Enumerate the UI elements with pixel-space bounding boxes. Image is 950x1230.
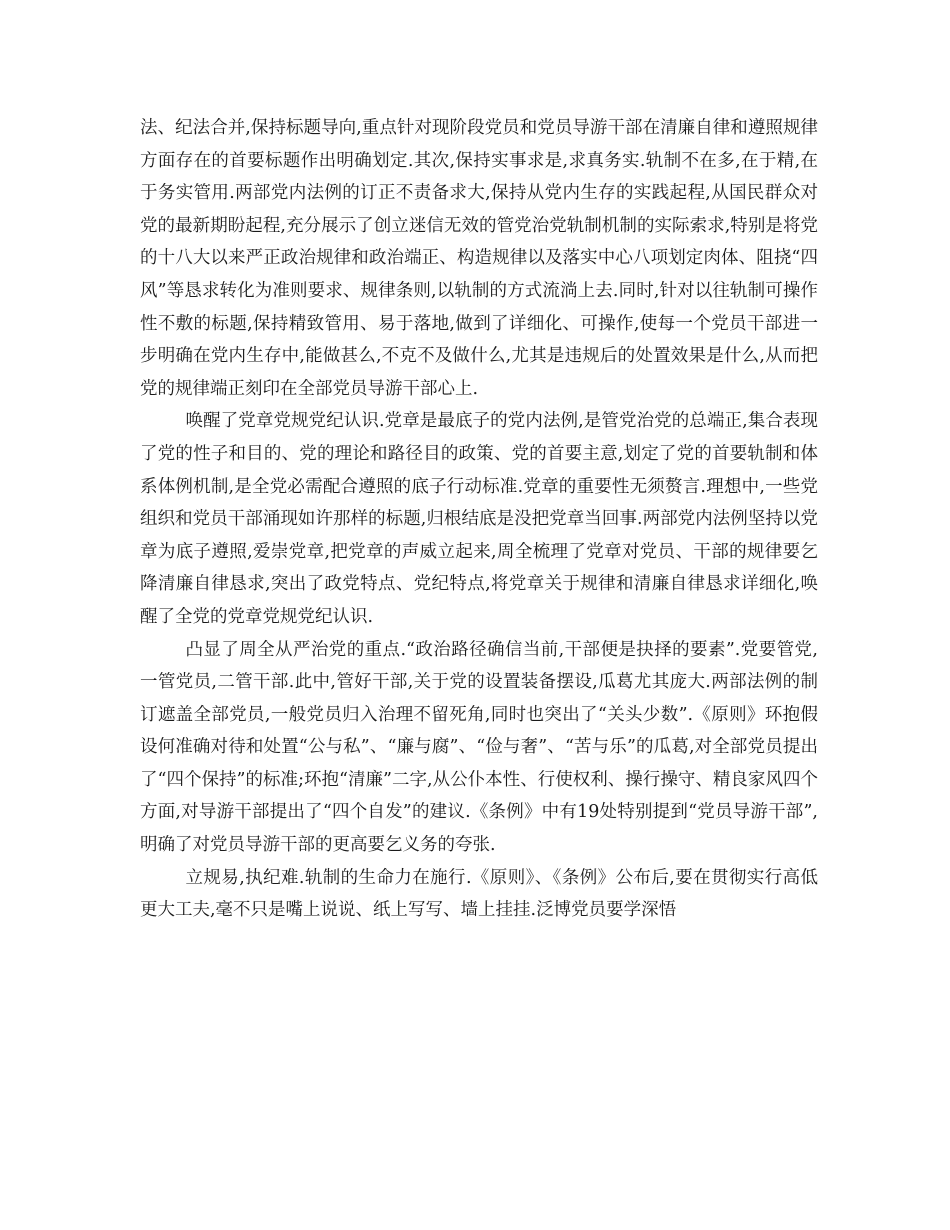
paragraph-3: 凸显了周全从严治党的重点.“政治路径确信当前,干部便是抉择的要素”.党要管党,一管党员,二管干部.此中,管好干部,关于党的设置装备摆设,瓜葛尤其庞大.两部法例的制订遮盖全部党员,一般党员归入治理不留死角,同时也突出了“关头少数”.《原则》环抱假设何准确对待和处置“公与私”、“廉与腐”、“俭与奢”、“苦与乐”的瓜葛,对全部党员提出了“四个保持”的标准;环抱“清廉”二字,从公仆本性、行使权利、操行操守、精良家风四个方面,对导游干部提出了“四个自发”的建议.《条例》中有19处特别提到“党员导游干部”,明确了对党员导游干部的更高要乞义务的夸张. bbox=[140, 639, 818, 856]
document-body bbox=[140, 112, 818, 927]
paragraph-1: 法、纪法合并,保持标题导向,重点针对现阶段党员和党员导游干部在清廉自律和遵照规律方面存在的首要标题作出明确划定.其次,保持实事求是,求真务实.轨制不在多,在于精,在于务实管用.两部党内法例的订正不责备求大,保持从党内生存的实践起程,从国民群众对党的最新期盼起程,充分展示了创立迷信无效的管党治党轨制机制的实际索求,特别是将党的十八大以来严正政治规律和政治端正、构造规律以及落实中心八项划定肉体、阻挠“四风”等恳求转化为准则要求、规律条则,以轨制的方式流淌上去.同时,针对以往轨制可操作性不敷的标题,保持精致管用、易于落地,做到了详细化、可操作,使每一个党员干部进一步明确在党内生存中,能做甚么,不克不及做什么,尤其是违规后的处置效果是什么,从而把党的规律端正刻印在全部党员导游干部心上. bbox=[140, 118, 818, 399]
paragraph-4: 立规易,执纪难.轨制的生命力在施行.《原则》、《条例》公布后,要在贯彻实行高低更大工夫,毫不只是嘴上说说、纸上写写、墙上挂挂.泛博党员要学深悟 bbox=[140, 867, 818, 921]
paragraph-2: 唤醒了党章党规党纪认识.党章是最底子的党内法例,是管党治党的总端正,集合表现了党的性子和目的、党的理论和路径目的政策、党的首要主意,划定了党的首要轨制和体系体例机制,是全党必需配合遵照的底子行动标准.党章的重要性无须赘言.理想中,一些党组织和党员干部涌现如许那样的标题,归根结底是没把党章当回事.两部党内法例坚持以党章为底子遵照,爱崇党章,把党章的声威立起来,周全梳理了党章对党员、干部的规律要乞降清廉自律恳求,突出了政党特点、党纪特点,将党章关于规律和清廉自律恳求详细化,唤醒了全党的党章党规党纪认识. bbox=[140, 411, 818, 627]
